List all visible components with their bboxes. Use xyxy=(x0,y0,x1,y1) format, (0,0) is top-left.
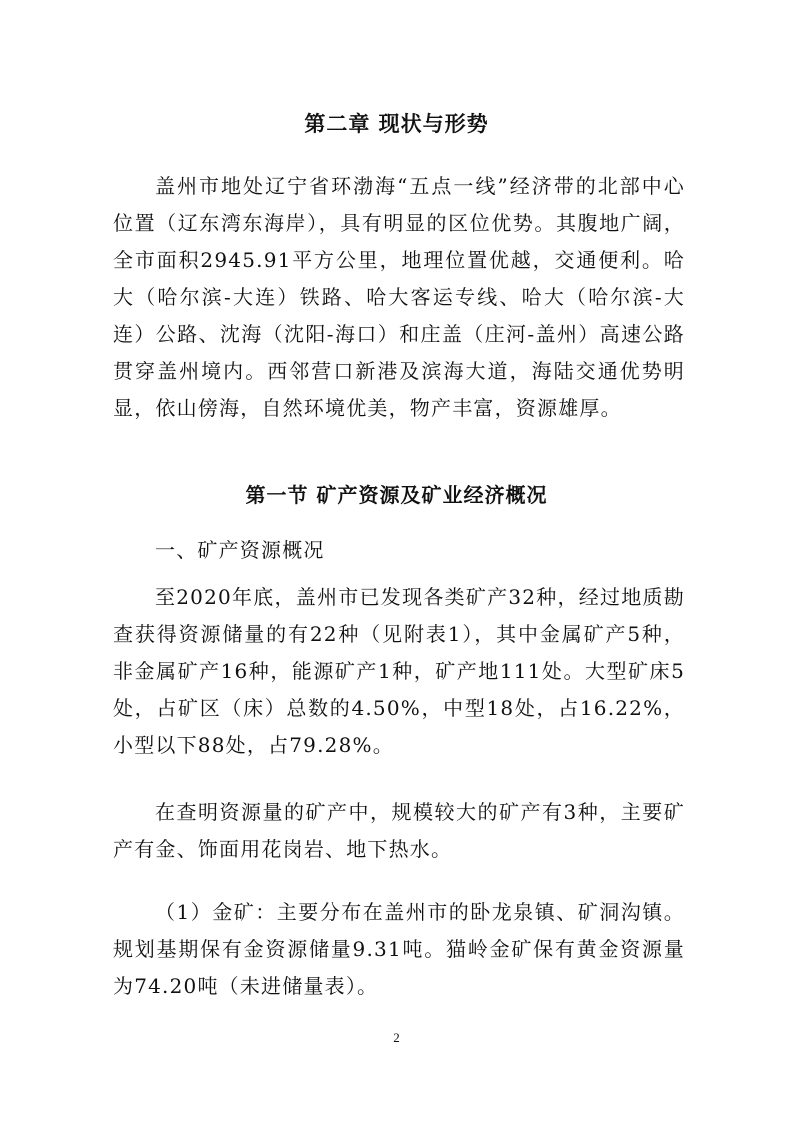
gold-ore-paragraph: （1）金矿：主要分布在盖州市的卧龙泉镇、矿洞沟镇。规划基期保有金资源储量9.31吨。猫岭金矿保有黄金资源量为74.20吨（未进储量表）。 xyxy=(113,900,685,998)
major-minerals-paragraph: 在查明资源量的矿产中，规模较大的矿产有3种，主要矿产有金、饰面用花岗岩、地下热水。 xyxy=(113,800,685,861)
page-number: 2 xyxy=(393,1030,400,1045)
mineral-summary-paragraph: 至2020年底，盖州市已发现各类矿产32种，经过地质勘查获得资源储量的有22种（见附表1），其中金属矿产5种，非金属矿产16种，能源矿产1种，矿产地111处。大型矿床5处，占矿区（床）总数的4.50%，中型18处，占16.22%，小型以下88处，占79.28%。 xyxy=(113,585,685,757)
section-title: 第一节 矿产资源及矿业经济概况 xyxy=(245,483,548,507)
chapter-title: 第二章 现状与形势 xyxy=(304,112,489,136)
intro-paragraph: 盖州市地处辽宁省环渤海“五点一线”经济带的北部中心位置（辽东湾东海岸），具有明显的区位优势。其腹地广阔，全市面积2945.91平方公里，地理位置优越，交通便利。哈大（哈尔滨-大连）铁路、哈大客运专线、哈大（哈尔滨-大连）公路、沈海（沈阳-海口）和庄盖（庄河-盖州）高速公路贯穿盖州境内。西邻营口新港及滨海大道，海陆交通优势明显，依山傍海，自然环境优美，物产丰富，资源雄厚。 xyxy=(113,174,685,420)
subsection-heading: 一、矿产资源概况 xyxy=(155,538,325,562)
